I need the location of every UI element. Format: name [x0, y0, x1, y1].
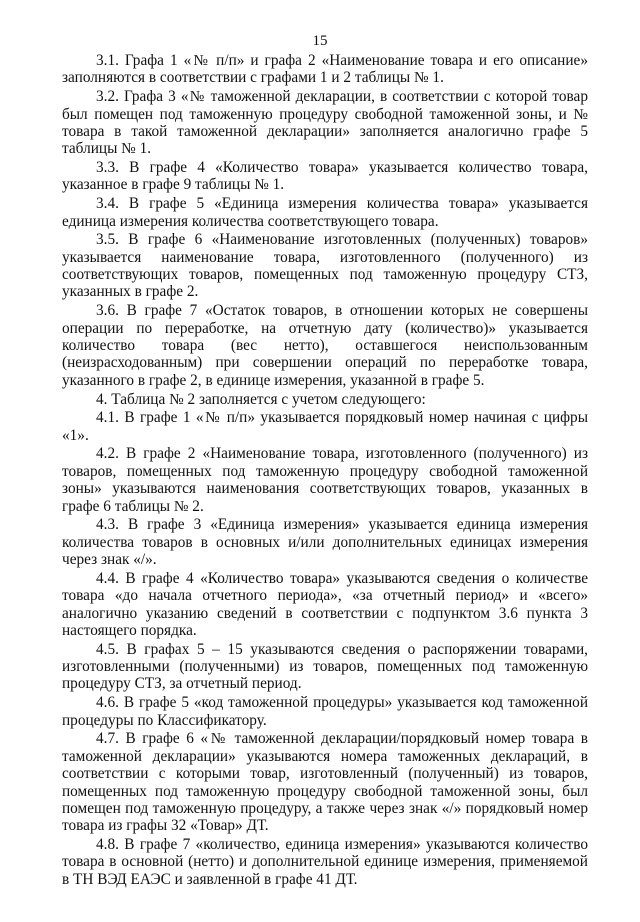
paragraph-4-2: 4.2. В графе 2 «Наименование товара, изготовленного (полученного) из товаров, помещенных под таможенную процедуру свободной таможенной зоны» указываются наименования соответствующих товаров, указанных в графе 6 таблицы № 2. [62, 445, 588, 515]
paragraph-4-7: 4.7. В графе 6 «№ таможенной декларации/порядковый номер товара в таможенной декларации» указываются номера таможенных деклараций, в соответствии с которыми товар, изготовленный (полученный) из товаров, помещенных под таможенную процедуру свободной таможенной зоны, был помещен под таможенную процедуру, а также через знак «/» порядковый номер товара из графы 32 «Товар» ДТ. [62, 730, 588, 835]
paragraph-4-5: 4.5. В графах 5 – 15 указываются сведения о распоряжении товарами, изготовленными (полученными) из товаров, помещенных под таможенную процедуру СТЗ, за отчетный период. [62, 640, 588, 693]
paragraph-4-8: 4.8. В графе 7 «количество, единица измерения» указываются количество товара в основной (нетто) и дополнительной единице измерения, применяемой в ТН ВЭД ЕАЭС и заявленной в графе 41 ДТ. [62, 836, 588, 888]
paragraph-3-6: 3.6. В графе 7 «Остаток товаров, в отношении которых не совершены операции по переработке, на отчетную дату (количество)» указывается количество товара (вес нетто), оставшегося неиспользованным (неизрасходованным) при совершении операций по переработке товара, указанного в графе 2, в единице измерения, указанной в графе 5. [62, 302, 588, 389]
paragraph-4-4: 4.4. В графе 4 «Количество товара» указываются сведения о количестве товара «до начала отчетного периода», «за отчетный период» и «всего» аналогично указанию сведений в соответствии с подпунктом 3.6 пункта 3 настоящего порядка. [62, 569, 588, 639]
paragraph-3-4: 3.4. В графе 5 «Единица измерения количества товара» указывается единица измерения количества соответствующего товара. [62, 195, 588, 230]
page-number: 15 [312, 33, 328, 49]
paragraph-4-3: 4.3. В графе 3 «Единица измерения» указывается единица измерения количества товаров в основных и/или дополнительных единицах измерения через знак «/». [62, 516, 588, 569]
paragraph-4-6: 4.6. В графе 5 «код таможенной процедуры» указывается код таможенной процедуры по Классификатору. [62, 694, 588, 729]
paragraph-3-3: 3.3. В графе 4 «Количество товара» указывается количество товара, указанное в графе 9 таблицы № 1. [62, 159, 588, 194]
paragraph-4-1: 4.1. В графе 1 «№ п/п» указывается порядковый номер начиная с цифры «1». [62, 409, 588, 444]
paragraph-3-5: 3.5. В графе 6 «Наименование изготовленных (полученных) товаров» указывается наименование товара, изготовленного (полученного) из соответствующих товаров, помещенных под таможенную процедуру СТЗ, указанных в графе 2. [62, 231, 588, 301]
paragraph-4: 4. Таблица № 2 заполняется с учетом следующего: [96, 390, 426, 408]
paragraph-3-2: 3.2. Графа 3 «№ таможенной декларации, в соответствии с которой товар был помещен под таможенную процедуру свободной таможенной зоны, и № товара в такой таможенной декларации» заполняется аналогично графе 5 таблицы № 1. [62, 88, 588, 158]
document-body [62, 52, 588, 890]
paragraph-3-1: 3.1. Графа 1 «№ п/п» и графа 2 «Наименование товара и его описание» заполняются в соответствии с графами 1 и 2 таблицы № 1. [62, 52, 588, 87]
